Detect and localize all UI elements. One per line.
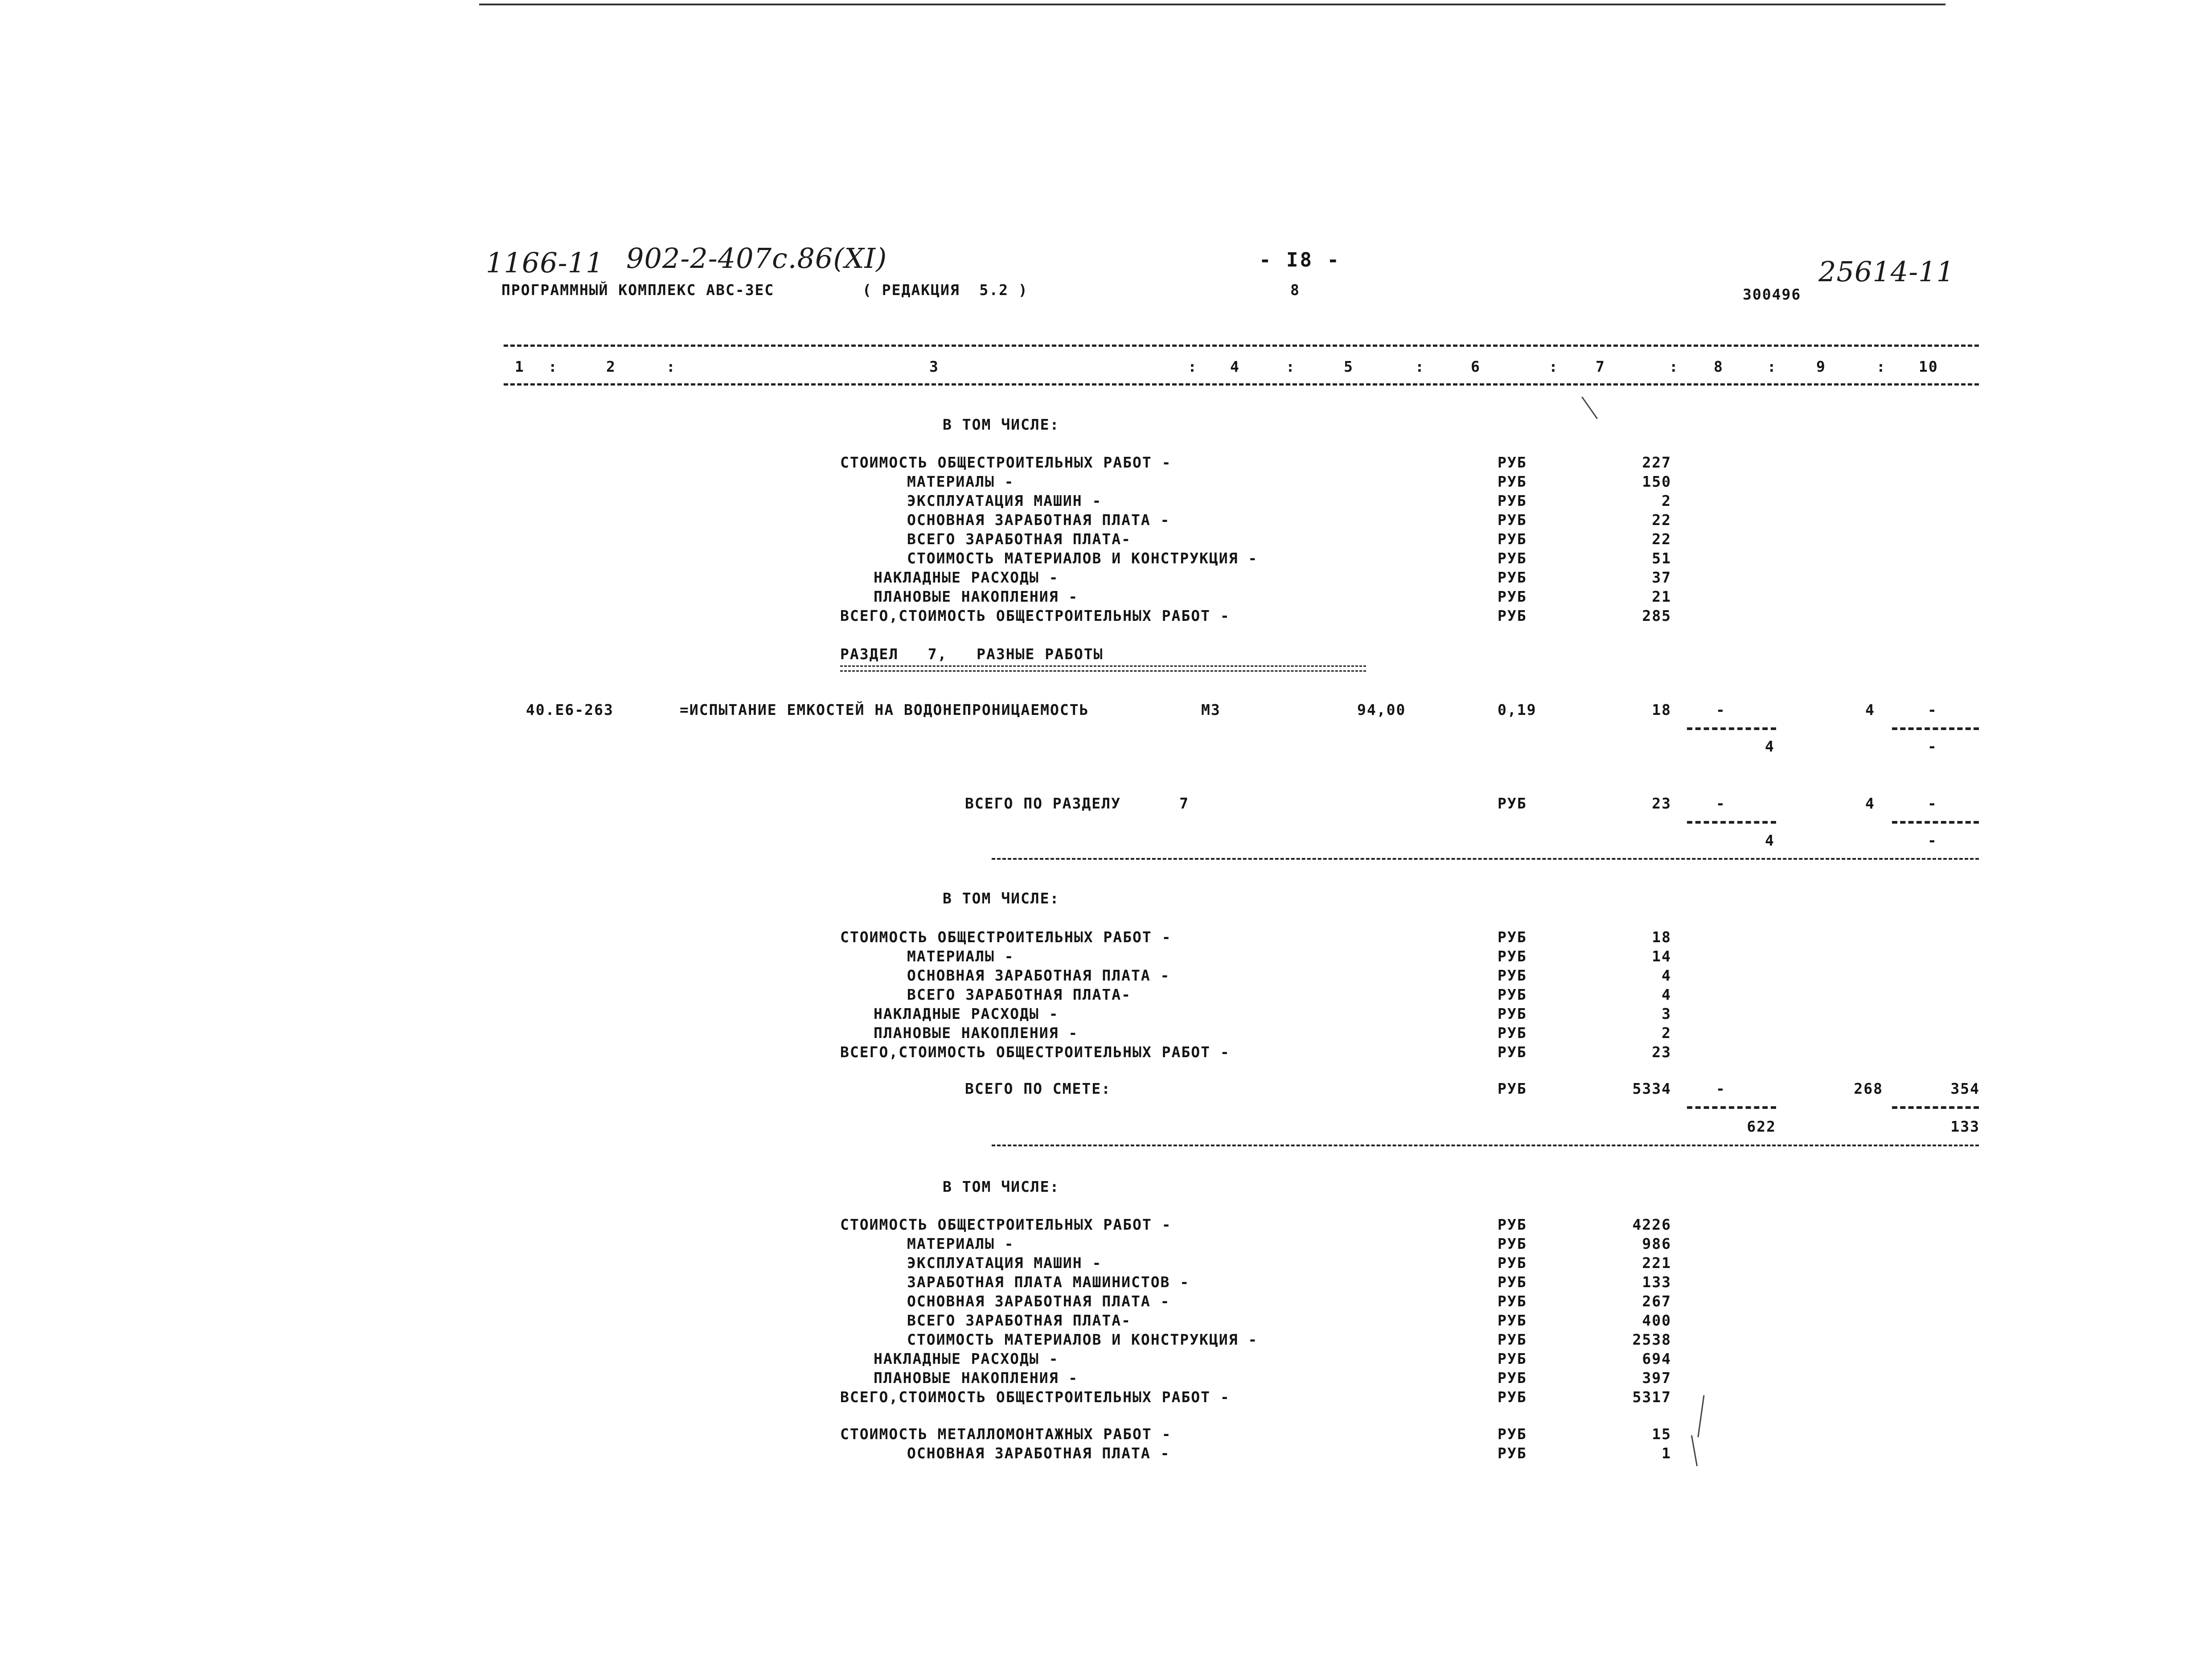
col-4: 4: [1230, 358, 1240, 375]
top-edge-line: [479, 4, 1945, 5]
s2-value: 23: [1652, 1043, 1671, 1061]
s1-unit: РУБ: [1498, 454, 1527, 471]
scan-mark: [1581, 397, 1598, 419]
item-col8-sub: 4: [1765, 738, 1775, 755]
s2-value: 3: [1662, 1005, 1671, 1022]
s3-value: 2538: [1632, 1331, 1671, 1348]
smeta-col8-sub: 622: [1747, 1118, 1776, 1135]
s3-value: 694: [1642, 1350, 1671, 1367]
razdel-end-rule: [992, 858, 1979, 860]
col-2: 2: [606, 358, 616, 375]
item-col10-sub: -: [1928, 738, 1937, 755]
item-col8-underline: [1687, 727, 1776, 730]
scan-mark: [1697, 1395, 1704, 1437]
col-sep: :: [1669, 358, 1679, 375]
s3-unit: РУБ: [1498, 1388, 1527, 1406]
item-price: 94,00: [1357, 701, 1406, 718]
s1-value: 22: [1652, 511, 1671, 529]
s3-unit: РУБ: [1498, 1235, 1527, 1252]
s2-unit: РУБ: [1498, 928, 1527, 946]
table-top-rule: [504, 345, 1979, 347]
program-name: ПРОГРАММНЫЙ КОМПЛЕКС АВС-ЗЕС: [501, 281, 775, 299]
s2-unit: РУБ: [1498, 986, 1527, 1003]
s1-unit: РУБ: [1498, 588, 1527, 605]
s3-value: 986: [1642, 1235, 1671, 1252]
section1-heading: В ТОМ ЧИСЛЕ:: [943, 416, 1060, 433]
s2-value: 2: [1662, 1024, 1671, 1042]
smeta-total-unit: РУБ: [1498, 1080, 1527, 1097]
razdel-total-col8-underline: [1687, 821, 1776, 824]
s2-label: ПЛАНОВЫЕ НАКОПЛЕНИЯ -: [874, 1024, 1079, 1042]
smeta-col10-sub: 133: [1950, 1118, 1980, 1135]
razdel-total-label: ВСЕГО ПО РАЗДЕЛУ 7: [965, 795, 1189, 812]
razdel-total-col9: 4: [1865, 795, 1875, 812]
col-sep: :: [1549, 358, 1559, 375]
s3b-unit: РУБ: [1498, 1425, 1527, 1443]
col-1: 1: [515, 358, 525, 375]
s3-value: 221: [1642, 1254, 1671, 1272]
s3b-value: 1: [1662, 1445, 1671, 1462]
s1-unit: РУБ: [1498, 550, 1527, 567]
s3-unit: РУБ: [1498, 1216, 1527, 1233]
handwritten-right-code: 25614-11: [1818, 255, 1955, 288]
s1-value: 150: [1642, 473, 1671, 490]
razdel-total-col10-underline: [1892, 821, 1979, 824]
s1-value: 285: [1642, 607, 1671, 624]
col-8: 8: [1714, 358, 1724, 375]
s1-label: ВСЕГО,СТОИМОСТЬ ОБЩЕСТРОИТЕЛЬНЫХ РАБОТ -: [840, 607, 1230, 624]
smeta-end-rule: [992, 1145, 1979, 1146]
razdel-title: РАЗДЕЛ 7, РАЗНЫЕ РАБОТЫ: [840, 645, 1104, 663]
s3-value: 5317: [1632, 1388, 1671, 1406]
razdel-total-unit: РУБ: [1498, 795, 1527, 812]
item-total: 18: [1652, 701, 1671, 718]
col-sep: :: [1767, 358, 1777, 375]
col-3: 3: [929, 358, 939, 375]
document-number: 300496: [1743, 286, 1802, 303]
page-sub-number: 8: [1290, 281, 1300, 299]
item-col8: -: [1716, 701, 1726, 718]
s2-value: 14: [1652, 948, 1671, 965]
s2-label: МАТЕРИАЛЫ -: [907, 948, 1014, 965]
item-unit: М3: [1201, 701, 1221, 718]
s1-label: ПЛАНОВЫЕ НАКОПЛЕНИЯ -: [874, 588, 1079, 605]
s3-unit: РУБ: [1498, 1331, 1527, 1348]
razdel-total-col10-sub: -: [1928, 832, 1937, 849]
s2-unit: РУБ: [1498, 1005, 1527, 1022]
item-qty: 0,19: [1498, 701, 1537, 718]
col-sep: :: [1415, 358, 1425, 375]
s2-label: СТОИМОСТЬ ОБЩЕСТРОИТЕЛЬНЫХ РАБОТ -: [840, 928, 1172, 946]
s1-unit: РУБ: [1498, 473, 1527, 490]
smeta-total-label: ВСЕГО ПО СМЕТЕ:: [965, 1080, 1112, 1097]
s3-unit: РУБ: [1498, 1312, 1527, 1329]
item-col10-underline: [1892, 727, 1979, 730]
s3-unit: РУБ: [1498, 1369, 1527, 1387]
s2-label: ВСЕГО,СТОИМОСТЬ ОБЩЕСТРОИТЕЛЬНЫХ РАБОТ -: [840, 1043, 1230, 1061]
s3-unit: РУБ: [1498, 1254, 1527, 1272]
s1-value: 22: [1652, 530, 1671, 548]
handwritten-project-code: 902-2-407c.86(XI): [626, 242, 887, 275]
razdel-total-col8: -: [1716, 795, 1726, 812]
s3b-value: 15: [1652, 1425, 1671, 1443]
s2-label: НАКЛАДНЫЕ РАСХОДЫ -: [874, 1005, 1059, 1022]
section2-heading: В ТОМ ЧИСЛЕ:: [943, 890, 1060, 907]
s3-value: 397: [1642, 1369, 1671, 1387]
s1-label: НАКЛАДНЫЕ РАСХОДЫ -: [874, 569, 1059, 586]
item-col10: -: [1928, 701, 1937, 718]
s1-label: МАТЕРИАЛЫ -: [907, 473, 1014, 490]
smeta-col8: -: [1716, 1080, 1726, 1097]
s1-value: 2: [1662, 492, 1671, 509]
s1-label: СТОИМОСТЬ ОБЩЕСТРОИТЕЛЬНЫХ РАБОТ -: [840, 454, 1172, 471]
razdel-double-rule: [840, 665, 1366, 672]
s3-value: 4226: [1632, 1216, 1671, 1233]
s1-label: ОСНОВНАЯ ЗАРАБОТНАЯ ПЛАТА -: [907, 511, 1170, 529]
smeta-col10: 354: [1950, 1080, 1980, 1097]
col-sep: :: [1286, 358, 1296, 375]
s1-value: 37: [1652, 569, 1671, 586]
s1-value: 227: [1642, 454, 1671, 471]
s1-unit: РУБ: [1498, 492, 1527, 509]
s3b-unit: РУБ: [1498, 1445, 1527, 1462]
razdel-total-col10: -: [1928, 795, 1937, 812]
s1-unit: РУБ: [1498, 511, 1527, 529]
s2-unit: РУБ: [1498, 1043, 1527, 1061]
page-number: - I8 -: [1259, 249, 1341, 271]
col-sep: :: [548, 358, 558, 375]
s3-value: 400: [1642, 1312, 1671, 1329]
s3-label: МАТЕРИАЛЫ -: [907, 1235, 1014, 1252]
s1-label: ЭКСПЛУАТАЦИЯ МАШИН -: [907, 492, 1102, 509]
s3-label: СТОИМОСТЬ МАТЕРИАЛОВ И КОНСТРУКЦИЯ -: [907, 1331, 1258, 1348]
s3-label: ЭКСПЛУАТАЦИЯ МАШИН -: [907, 1254, 1102, 1272]
handwritten-left-code: 1166-11: [486, 246, 604, 279]
s3-label: СТОИМОСТЬ ОБЩЕСТРОИТЕЛЬНЫХ РАБОТ -: [840, 1216, 1172, 1233]
s2-label: ВСЕГО ЗАРАБОТНАЯ ПЛАТА-: [907, 986, 1131, 1003]
smeta-total-value: 5334: [1632, 1080, 1671, 1097]
s3-value: 267: [1642, 1293, 1671, 1310]
s1-value: 21: [1652, 588, 1671, 605]
s2-unit: РУБ: [1498, 948, 1527, 965]
section3-heading: В ТОМ ЧИСЛЕ:: [943, 1178, 1060, 1195]
s2-value: 4: [1662, 986, 1671, 1003]
item-code: 40.E6-263: [526, 701, 614, 718]
col-sep: :: [666, 358, 676, 375]
s3b-label: СТОИМОСТЬ МЕТАЛЛОМОНТАЖНЫХ РАБОТ -: [840, 1425, 1172, 1443]
s3-label: ЗАРАБОТНАЯ ПЛАТА МАШИНИСТОВ -: [907, 1273, 1190, 1291]
col-10: 10: [1919, 358, 1938, 375]
s1-label: ВСЕГО ЗАРАБОТНАЯ ПЛАТА-: [907, 530, 1131, 548]
s3-label: ВСЕГО,СТОИМОСТЬ ОБЩЕСТРОИТЕЛЬНЫХ РАБОТ -: [840, 1388, 1230, 1406]
s3-label: ПЛАНОВЫЕ НАКОПЛЕНИЯ -: [874, 1369, 1079, 1387]
s1-unit: РУБ: [1498, 607, 1527, 624]
s3-label: НАКЛАДНЫЕ РАСХОДЫ -: [874, 1350, 1059, 1367]
s1-value: 51: [1652, 550, 1671, 567]
col-7: 7: [1596, 358, 1605, 375]
s3-value: 133: [1642, 1273, 1671, 1291]
scan-mark: [1691, 1435, 1698, 1466]
edition: ( РЕДАКЦИЯ 5.2 ): [862, 281, 1028, 299]
s3-unit: РУБ: [1498, 1293, 1527, 1310]
s2-label: ОСНОВНАЯ ЗАРАБОТНАЯ ПЛАТА -: [907, 967, 1170, 984]
col-6: 6: [1471, 358, 1481, 375]
s2-unit: РУБ: [1498, 967, 1527, 984]
razdel-total-value: 23: [1652, 795, 1671, 812]
col-sep: :: [1188, 358, 1198, 375]
s1-unit: РУБ: [1498, 530, 1527, 548]
smeta-col10-underline: [1892, 1106, 1979, 1109]
razdel-total-col8-sub: 4: [1765, 832, 1775, 849]
s2-value: 18: [1652, 928, 1671, 946]
col-sep: :: [1876, 358, 1886, 375]
s3-label: ОСНОВНАЯ ЗАРАБОТНАЯ ПЛАТА -: [907, 1293, 1170, 1310]
smeta-col8-underline: [1687, 1106, 1776, 1109]
item-col9: 4: [1865, 701, 1875, 718]
s3b-label: ОСНОВНАЯ ЗАРАБОТНАЯ ПЛАТА -: [907, 1445, 1170, 1462]
col-5: 5: [1344, 358, 1354, 375]
s1-unit: РУБ: [1498, 569, 1527, 586]
table-header-rule: [504, 383, 1979, 386]
s3-unit: РУБ: [1498, 1273, 1527, 1291]
item-name: =ИСПЫТАНИЕ ЕМКОСТЕЙ НА ВОДОНЕПРОНИЦАЕМОСТЬ: [680, 701, 1089, 718]
s3-unit: РУБ: [1498, 1350, 1527, 1367]
s3-label: ВСЕГО ЗАРАБОТНАЯ ПЛАТА-: [907, 1312, 1131, 1329]
s1-label: СТОИМОСТЬ МАТЕРИАЛОВ И КОНСТРУКЦИЯ -: [907, 550, 1258, 567]
s2-value: 4: [1662, 967, 1671, 984]
smeta-col9: 268: [1854, 1080, 1883, 1097]
col-9: 9: [1816, 358, 1826, 375]
s2-unit: РУБ: [1498, 1024, 1527, 1042]
